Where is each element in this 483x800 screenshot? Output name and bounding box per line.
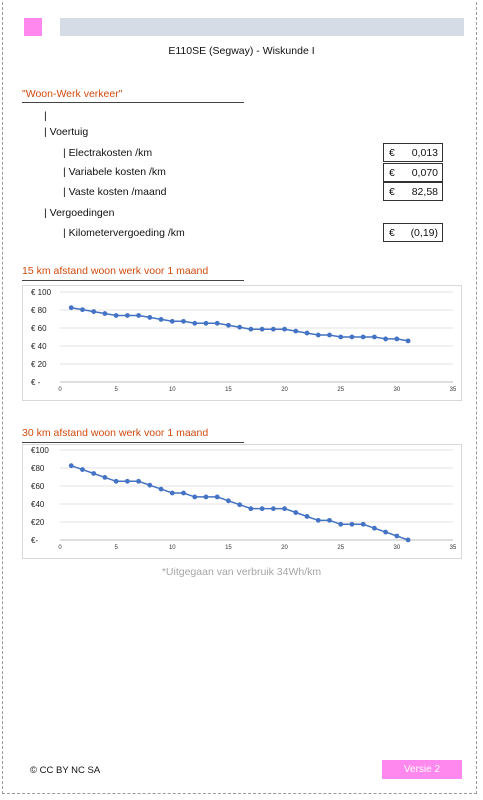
y-tick-label: € 40 [31, 342, 47, 351]
data-point [192, 495, 197, 500]
data-point [350, 522, 355, 527]
data-point [383, 530, 388, 535]
y-tick-label: € 20 [31, 360, 47, 369]
variabele-kosten-value-box [383, 163, 443, 182]
page-title: E110SE (Segway) - Wiskunde I [168, 45, 315, 57]
kilometervergoeding-value-box [383, 223, 443, 242]
data-point [327, 333, 332, 338]
vaste-kosten-value-box [383, 182, 443, 201]
data-point [215, 495, 220, 500]
data-point [226, 498, 231, 503]
electrakosten-value: 0,013 [411, 147, 438, 159]
kilometervergoeding-label: | Kilometervergoeding /km [63, 227, 185, 239]
voertuig-label: | Voertuig [44, 126, 89, 138]
data-point [204, 321, 209, 326]
data-point [147, 315, 152, 320]
chart1-title: 15 km afstand woon werk voor 1 maand [22, 265, 209, 277]
currency-symbol: € [389, 167, 395, 179]
data-point [91, 309, 96, 314]
data-point [248, 506, 253, 511]
header-bar [60, 18, 464, 36]
data-point [192, 321, 197, 326]
data-point [125, 313, 130, 318]
section-title: "Woon-Werk verkeer" [22, 88, 244, 103]
data-point [372, 335, 377, 340]
data-point [271, 506, 276, 511]
data-point [136, 313, 141, 318]
chart1-plot [23, 286, 461, 400]
data-point [372, 526, 377, 531]
series-line [71, 308, 408, 341]
vaste-kosten-label: | Vaste kosten /maand [63, 186, 167, 198]
data-point [237, 502, 242, 507]
x-tick-label: 30 [393, 387, 401, 393]
data-point [406, 537, 411, 542]
y-tick-label: €20 [31, 518, 45, 527]
data-point [305, 514, 310, 519]
y-tick-label: € 60 [31, 324, 47, 333]
usage-note: *Uitgegaan van verbruik 34Wh/km [161, 566, 322, 578]
x-tick-label: 25 [337, 545, 345, 551]
data-point [383, 337, 388, 342]
data-point [361, 522, 366, 527]
chart1-title-underline [22, 280, 244, 281]
data-point [350, 335, 355, 340]
x-tick-label: 0 [58, 387, 62, 393]
variabele-kosten-label: | Variabele kosten /km [63, 166, 166, 178]
data-point [181, 491, 186, 496]
y-tick-label: € 80 [31, 306, 47, 315]
data-point [69, 463, 74, 468]
data-point [260, 506, 265, 511]
data-point [282, 327, 287, 332]
y-tick-label: €100 [31, 446, 49, 455]
x-tick-label: 25 [337, 387, 345, 393]
y-tick-label: € - [31, 378, 41, 387]
data-point [159, 317, 164, 322]
data-point [136, 479, 141, 484]
data-point [147, 483, 152, 488]
data-point [327, 518, 332, 523]
vaste-kosten-value: 82,58 [411, 186, 438, 198]
data-point [260, 327, 265, 332]
data-point [80, 307, 85, 312]
data-point [361, 335, 366, 340]
data-point [316, 333, 321, 338]
accent-square [24, 18, 42, 36]
data-point [394, 337, 399, 342]
data-point [181, 319, 186, 324]
x-tick-label: 35 [449, 387, 457, 393]
data-point [91, 471, 96, 476]
x-tick-label: 10 [168, 545, 176, 551]
data-point [226, 323, 231, 328]
data-point [204, 495, 209, 500]
data-point [338, 522, 343, 527]
data-point [215, 321, 220, 326]
vergoedingen-label: | Vergoedingen [44, 207, 115, 219]
data-point [305, 331, 310, 336]
chart2-plot [23, 445, 461, 558]
data-point [80, 467, 85, 472]
data-point [271, 327, 276, 332]
variabele-kosten-value: 0,070 [411, 167, 438, 179]
data-point [159, 487, 164, 492]
data-point [237, 325, 242, 330]
data-point [406, 338, 411, 343]
data-point [293, 510, 298, 515]
data-point [394, 534, 399, 539]
currency-symbol: € [389, 227, 395, 239]
data-point [114, 313, 119, 318]
currency-symbol: € [389, 147, 395, 159]
chart2-title: 30 km afstand woon werk voor 1 maand [22, 427, 209, 439]
x-tick-label: 35 [449, 545, 457, 551]
x-tick-label: 10 [168, 387, 176, 393]
x-tick-label: 0 [58, 545, 62, 551]
data-point [69, 305, 74, 310]
kilometervergoeding-value: (0,19) [410, 227, 438, 239]
data-point [125, 479, 130, 484]
data-point [170, 319, 175, 324]
pipe-row: | [44, 110, 47, 122]
data-point [114, 479, 119, 484]
chart1-frame [22, 285, 462, 401]
x-tick-label: 15 [225, 545, 232, 551]
data-point [338, 335, 343, 340]
y-tick-label: €40 [31, 500, 45, 509]
y-tick-label: €60 [31, 482, 45, 491]
x-tick-label: 30 [393, 545, 401, 551]
electrakosten-label: | Electrakosten /km [63, 147, 153, 159]
chart2-title-underline [22, 442, 244, 443]
x-tick-label: 5 [114, 545, 118, 551]
data-point [103, 475, 108, 480]
x-tick-label: 15 [225, 387, 232, 393]
data-point [248, 327, 253, 332]
license-text: © CC BY NC SA [30, 765, 101, 776]
chart2-frame [22, 444, 462, 559]
data-point [103, 311, 108, 316]
data-point [293, 329, 298, 334]
electrakosten-value-box [383, 143, 443, 162]
x-tick-label: 5 [114, 387, 118, 393]
y-tick-label: €80 [31, 464, 45, 473]
data-point [282, 506, 287, 511]
data-point [316, 518, 321, 523]
y-tick-label: €- [31, 536, 39, 545]
data-point [170, 491, 175, 496]
y-tick-label: € 100 [31, 288, 52, 297]
x-tick-label: 20 [281, 387, 288, 393]
version-badge: Versie 2 [382, 760, 462, 779]
currency-symbol: € [389, 186, 395, 198]
x-tick-label: 20 [281, 545, 288, 551]
